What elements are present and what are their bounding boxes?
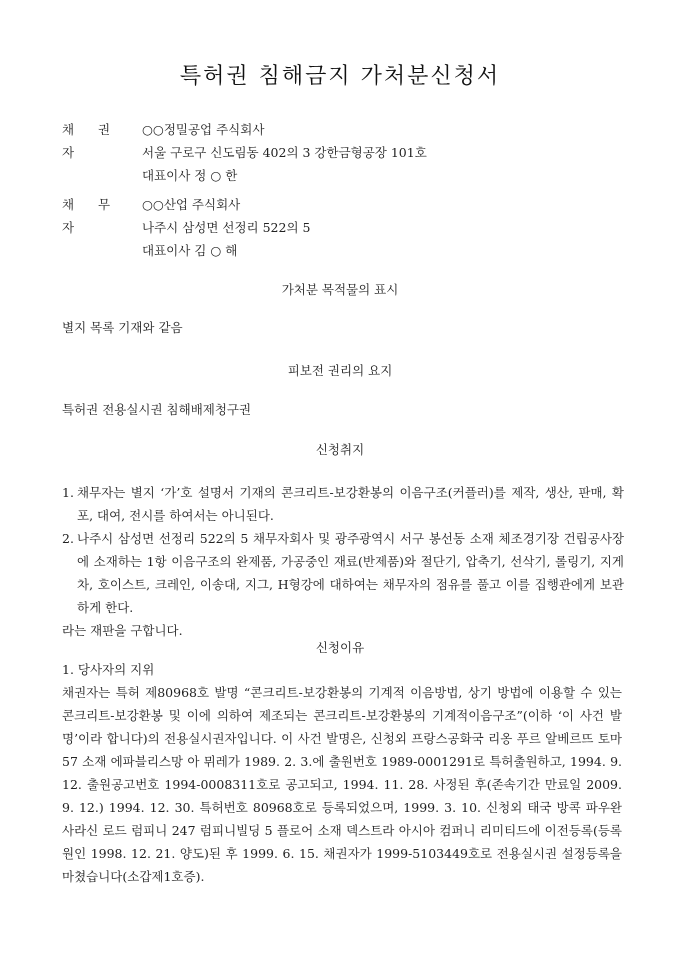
purpose-closing: 라는 재판을 구합니다.	[62, 623, 183, 638]
debtor-details	[142, 193, 310, 262]
creditor-details	[142, 118, 427, 187]
purpose-item-number: 1.	[62, 485, 74, 500]
right-text: 특허권 전용실시권 침해배제청구권	[62, 402, 252, 417]
purpose-item	[62, 481, 624, 527]
object-text: 별지 목록 기재와 같음	[62, 320, 183, 335]
creditor-role-label: 채 권 자	[62, 122, 121, 160]
object-heading: 가처분 목적물의 표시	[281, 282, 399, 297]
debtor-name: ○○산업 주식회사	[142, 197, 241, 212]
reason-subheading: 1. 당사자의 지위	[62, 662, 155, 677]
creditor-name: ○○정밀공업 주식회사	[142, 122, 265, 137]
purpose-item-text: 나주시 삼성면 선정리 522의 5 채무자회사 및 광주광역시 서구 봉선동 소재 체조경기장 건립공사장에 소재하는 1항 이음구조의 완제품, 가공중인 재료(반제품)와 절단기, 압축기, 선삭기, 롤링기, 지게차, 호이스트, 크레인, 이송대, 지그, H형강에 대하여는 채무자의 점유를 풀고 이를 집행관에게 보관하게 한다.	[77, 531, 624, 615]
creditor-representative: 대표이사 정 ○ 한	[142, 168, 238, 183]
purpose-item-text: 채무자는 별지 ‘가’호 설명서 기재의 콘크리트-보강환봉의 이음구조(커플러)를 제작, 생산, 판매, 확포, 대여, 전시를 하여서는 아니된다.	[77, 485, 624, 523]
debtor-role-label: 채 무 자	[62, 197, 121, 235]
reason-heading: 신청이유	[315, 640, 365, 655]
right-heading: 피보전 권리의 요지	[287, 363, 393, 378]
creditor-address: 서울 구로구 신도림동 402의 3 강한금형공장 101호	[142, 145, 427, 160]
debtor-address: 나주시 삼성면 선정리 522의 5	[142, 220, 311, 235]
document-title: 특허권 침해금지 가처분신청서	[179, 64, 501, 89]
reason-section	[62, 658, 622, 888]
reason-body: 채권자는 특허 제80968호 발명 “콘크리트-보강환봉의 기계적 이음방법, 상기 방법에 이용할 수 있는 콘크리트-보강환봉 및 이에 의하여 제조되는 콘크리트-보강환봉의 기계적이음구조”(이하 ‘이 사건 발명’이라 합니다)의 전용실시권자입니다. 이 사건 발명은, 신청외 프랑스공화국 리옹 푸르 알베르뜨 토마 57 소재 에파블리스망 아 뮈레가 1989. 2. 3.에 출원번호 1989-0001291로 특허출원하고, 1994. 9. 12. 출원공고번호 1994-0008311호로 공고되고, 1994. 11. 28. 사정된 후(존속기간 만료일 2009. 9. 12.) 1994. 12. 30. 특허번호 80968호로 등록되었으며, 1999. 3. 10. 신청외 태국 방콕 파우완 사라신 로드 럼피니 247 럼피니빌딩 5 플로어 소재 덱스트라 아시아 컴퍼니 리미티드에 이전등록(등록원인 1998. 12. 21. 양도)된 후 1999. 6. 15. 채권자가 1999-5103449호로 전용실시권 설정등록을 마쳤습니다(소갑제1호증).	[62, 685, 622, 884]
purpose-item	[62, 527, 624, 619]
purpose-item-number: 2.	[62, 531, 74, 546]
debtor-representative: 대표이사 김 ○ 해	[142, 243, 238, 258]
purpose-heading: 신청취지	[315, 442, 365, 457]
purpose-list	[62, 481, 624, 642]
